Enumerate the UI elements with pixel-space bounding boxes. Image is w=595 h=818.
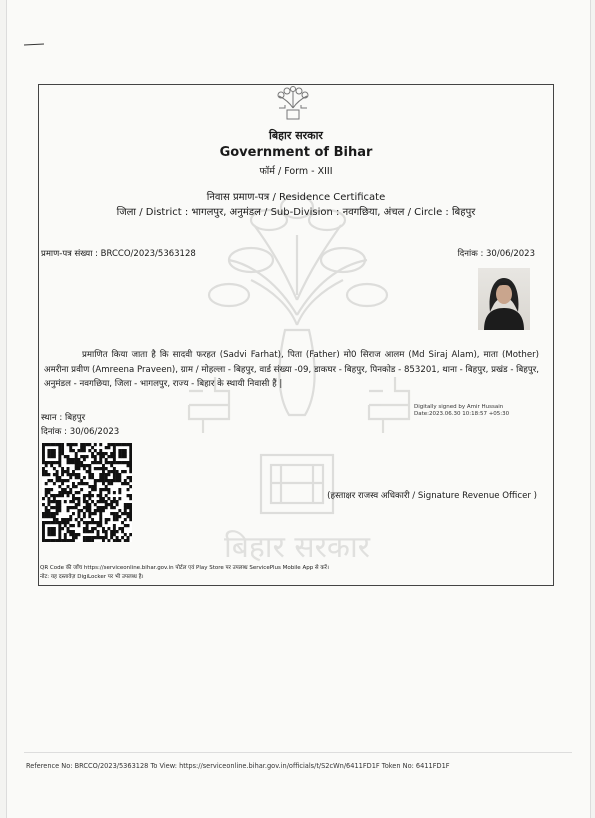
- reference-line: Reference No: BRCCO/2023/5363128 To View: https://serviceonline.bihar.gov.in/officials/t/S2cWn/6411FD1F Token No: 6411FD1F: [26, 762, 450, 770]
- certificate-statement: प्रमाणित किया जाता है कि सादवी फरहत (Sadvi Farhat), पिता (Father) मो0 सिराज आलम (Md Siraj Alam), माता (Mother) अमरीना प्रवीण (Amreena Praveen), ग्राम / मोहल्ला - बिहपुर, वार्ड संख्या -09, डाकघर - बिहपुर, पिनकोड - 853201, थाना - बिहपुर, प्रखंड - बिहपुर, अनुमंडल - नवगछिया, जिला - भागलपुर, राज्य - बिहार के स्थायी निवासी हैं |: [44, 350, 539, 389]
- applicant-photo: [478, 268, 530, 330]
- signed-date: दिनांक : 30/06/2023: [41, 427, 120, 437]
- signature-label: (हस्ताक्षर राजस्व अधिकारी / Signature Revenue Officer ): [327, 491, 537, 501]
- divider: [24, 752, 572, 753]
- qr-code: [42, 443, 132, 542]
- government-title: Government of Bihar: [219, 145, 373, 160]
- jurisdiction-line: जिला / District : भागलपुर, अनुमंडल / Sub-Division : नवगछिया, अंचल / Circle : बिहपुर: [116, 207, 476, 218]
- hindi-government-title: बिहार सरकार: [269, 129, 323, 142]
- svg-text:बिहार सरकार: बिहार सरकार: [223, 530, 371, 565]
- digilocker-note: नोट: यह दस्तावेज़ DigiLocker पर भी उपलब्ध है।: [40, 574, 144, 580]
- digital-signature-name: Digitally signed by Amir Hussain: [414, 404, 504, 410]
- certificate-title: निवास प्रमाण-पत्र / Residence Certificate: [206, 192, 386, 203]
- qr-verification-note: QR Code की जाँच https://serviceonline.bihar.gov.in पोर्टल एवं Play Store पर उपलब्ध ServicePlus Mobile App से करें।: [40, 565, 329, 571]
- issue-date: दिनांक : 30/06/2023: [457, 249, 535, 259]
- bihar-emblem-logo: [273, 86, 313, 122]
- place: स्थान : बिहपुर: [41, 413, 86, 423]
- digital-signature: [414, 404, 509, 418]
- digital-signature-date: Date:2023.06.30 10:18:57 +05:30: [414, 411, 510, 417]
- form-number: फॉर्म / Form - XIII: [259, 166, 333, 177]
- certificate-number: प्रमाण-पत्र संख्या : BRCCO/2023/5363128: [41, 249, 196, 259]
